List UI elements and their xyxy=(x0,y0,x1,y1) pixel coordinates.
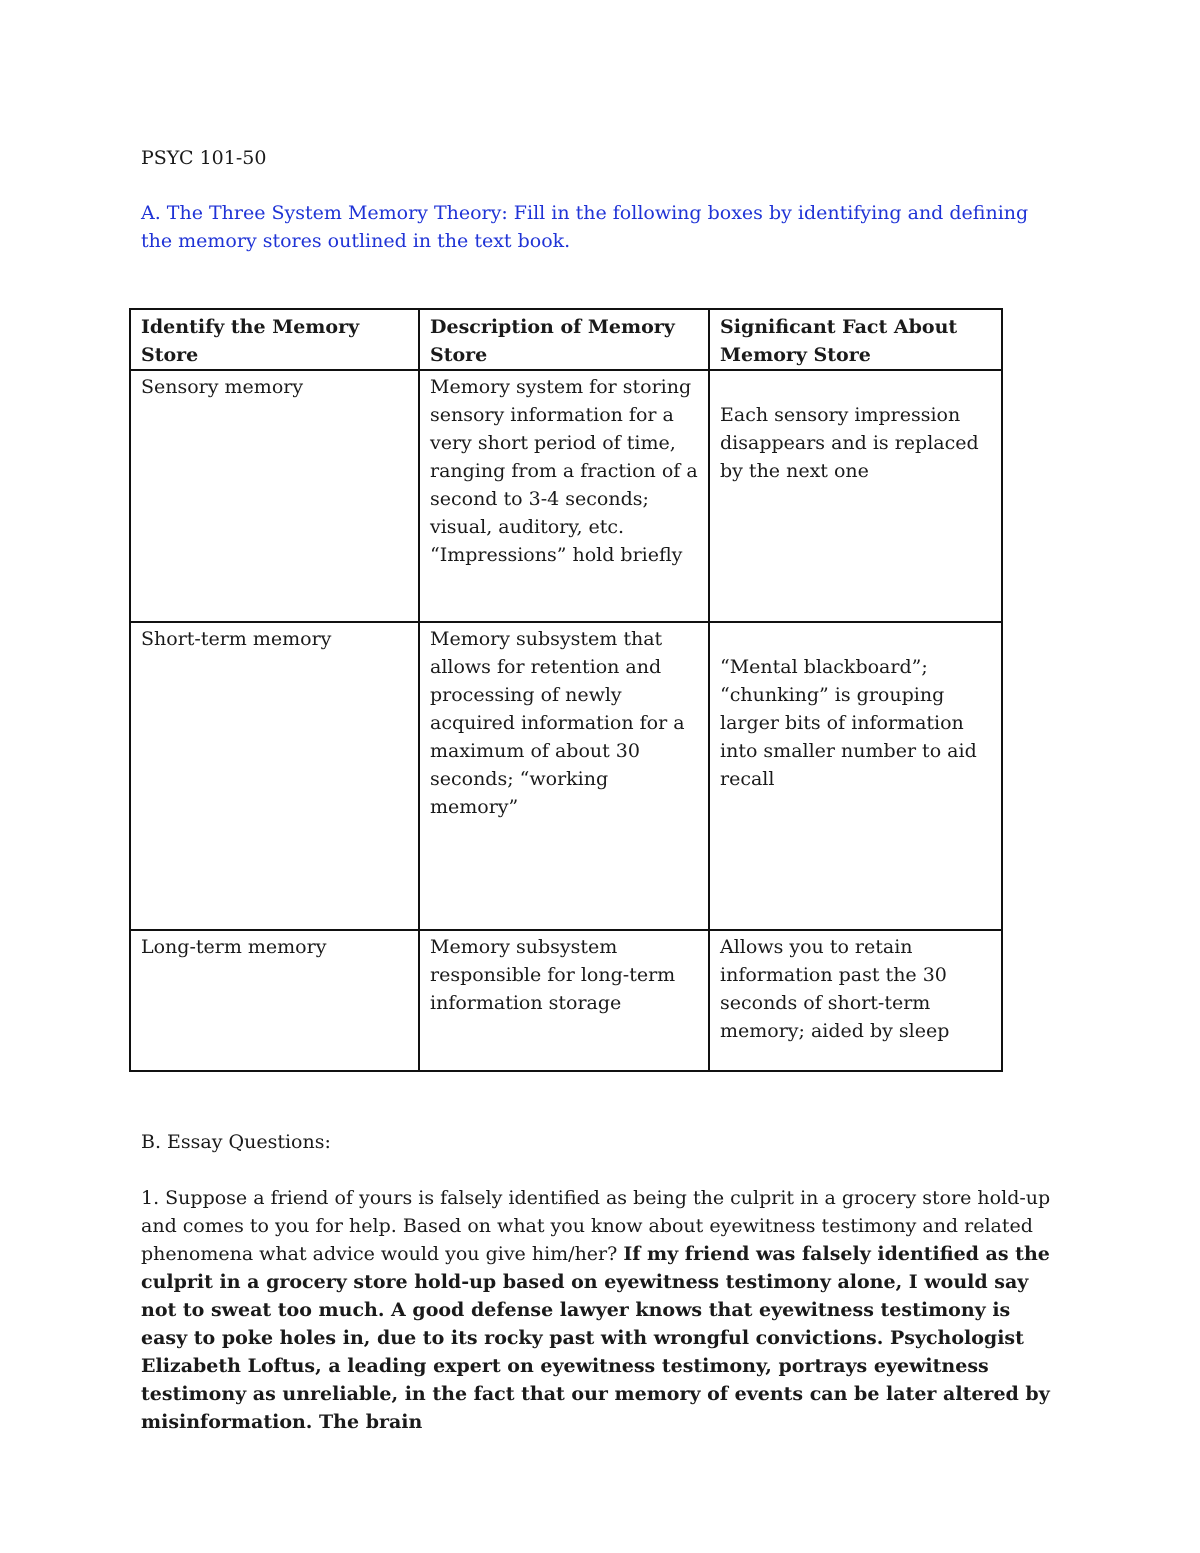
section-b-title: B. Essay Questions: xyxy=(141,1131,331,1153)
course-code: PSYC 101-50 xyxy=(141,147,267,169)
description-text: Memory subsystem responsible for long-term information storage xyxy=(430,936,676,1014)
store-name-text: Long-term memory xyxy=(141,936,327,958)
cell-description xyxy=(419,930,709,1071)
memory-stores-table xyxy=(129,308,1003,1072)
store-name-text: Sensory memory xyxy=(141,376,304,398)
essay-question-1 xyxy=(141,1184,1056,1436)
cell-store-name xyxy=(130,622,419,930)
header-significant-fact: Significant Fact About Memory Store xyxy=(709,309,1002,370)
header-identify-store: Identify the Memory Store xyxy=(130,309,419,370)
header-description: Description of Memory Store xyxy=(419,309,709,370)
table-row xyxy=(130,622,1002,930)
cell-store-name xyxy=(130,930,419,1071)
cell-store-name xyxy=(130,370,419,622)
table-row xyxy=(130,370,1002,622)
cell-fact xyxy=(709,370,1002,622)
table-header-row xyxy=(130,309,1002,370)
fact-text: Each sensory impression disappears and is replaced by the next one xyxy=(720,404,979,482)
cell-description xyxy=(419,370,709,622)
table-row xyxy=(130,930,1002,1071)
fact-text: “Mental blackboard”; “chunking” is grouping larger bits of information into smaller number to aid recall xyxy=(720,656,977,790)
answer-1-text: If my friend was falsely identified as the culprit in a grocery store hold-up based on eyewitness testimony alone, I would say not to sweat too much. A good defense lawyer knows that eyewitness testimony is easy to poke holes in, due to its rocky past with wrongful convictions. Psychologist Elizabeth Loftus, a leading expert on eyewitness testimony, portrays eyewitness testimony as unreliable, in the fact that our memory of events can be later altered by misinformation. The brain xyxy=(141,1243,1050,1433)
cell-description xyxy=(419,622,709,930)
cell-fact xyxy=(709,622,1002,930)
store-name-text: Short-term memory xyxy=(141,628,332,650)
cell-fact xyxy=(709,930,1002,1071)
section-a-instruction: A. The Three System Memory Theory: Fill in the following boxes by identifying and defining the memory stores outlined in the text book. xyxy=(141,202,1029,252)
fact-text: Allows you to retain information past the 30 seconds of short-term memory; aided by sleep xyxy=(720,936,950,1042)
description-text: Memory system for storing sensory information for a very short period of time, ranging from a fraction of a second to 3-4 seconds; visual, auditory, etc. “Impressions” hold briefly xyxy=(430,376,698,566)
description-text: Memory subsystem that allows for retention and processing of newly acquired information for a maximum of about 30 seconds; “working memory” xyxy=(430,628,685,818)
question-1-text: 1. Suppose a friend of yours is falsely identified as being the culprit in a grocery store hold-up and comes to you for help. Based on what you know about eyewitness testimony and related phenomena what advice would you give him/her? xyxy=(141,1187,1051,1265)
